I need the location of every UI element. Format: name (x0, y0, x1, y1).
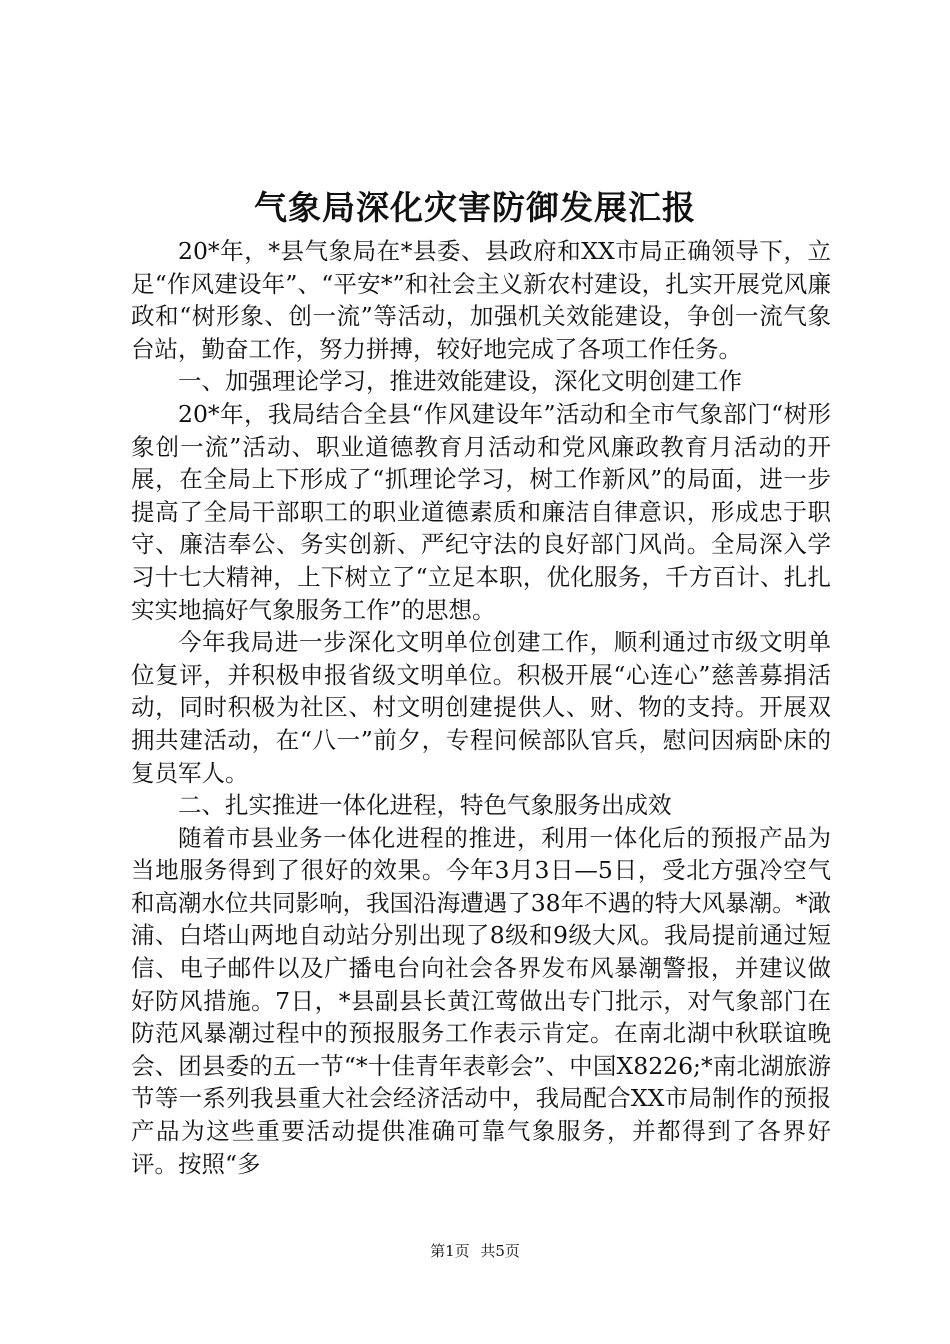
section-1-paragraph-1: 20*年，我局结合全县“作风建设年”活动和全市气象部门“树形象创一流”活动、职业道德教育月活动和党风廉政教育月活动的开展，在全局上下形成了“抓理论学习，树工作新风”的局面，进一步提高了全局干部职工的职业道德素质和廉洁自律意识，形成忠于职守、廉洁奉公、务实创新、严纪守法的良好部门风尚。全局深入学习十七大精神，上下树立了“立足本职，优化服务，千方百计、扎扎实实地搞好气象服务工作”的思想。 (131, 399, 831, 624)
section-heading-2: 二、扎实推进一体化进程，特色气象服务出成效 (178, 791, 672, 820)
section-heading-1: 一、加强理论学习，推进效能建设，深化文明创建工作 (178, 367, 742, 396)
section-2-paragraph-1: 随着市县业务一体化进程的推进，利用一体化后的预报产品为当地服务得到了很好的效果。今年3月3日—5日，受北方强冷空气和高潮水位共同影响，我国沿海遭遇了38年不遇的特大风暴潮。*澉浦、白塔山两地自动站分别出现了8级和9级大风。我局提前通过短信、电子邮件以及广播电台向社会各界发布风暴潮警报，并建议做好防风措施。7日，*县副县长黄江莺做出专门批示，对气象部门在防范风暴潮过程中的预报服务工作表示肯定。在南北湖中秋联谊晚会、团县委的五一节“*十佳青年表彰会”、中国X8226;*南北湖旅游节等一系列我县重大社会经济活动中，我局配合XX市局制作的预报产品为这些重要活动提供准确可靠气象服务，并都得到了各界好评。按照“多 (131, 823, 831, 1178)
page-footer (0, 1241, 950, 1261)
page-total: 共5页 (480, 1242, 520, 1260)
page-title: 气象局深化灾害防御发展汇报 (254, 188, 696, 227)
document-body (131, 235, 831, 1180)
section-1-paragraph-2: 今年我局进一步深化文明单位创建工作，顺利通过市级文明单位复评，并积极申报省级文明单位。积极开展“心连心”慈善募捐活动，同时积极为社区、村文明创建提供人、财、物的支持。开展双拥共建活动，在“八一”前夕，专程问候部队官兵，慰问因病卧床的复员军人。 (131, 628, 831, 787)
intro-paragraph: 20*年，*县气象局在*县委、县政府和XX市局正确领导下，立足“作风建设年”、“平安*”和社会主义新农村建设，扎实开展党风廉政和“树形象、创一流”等活动，加强机关效能建设，争创一流气象台站，勤奋工作，努力拼搏，较好地完成了各项工作任务。 (131, 237, 831, 363)
page-number: 第1页 (430, 1242, 470, 1260)
